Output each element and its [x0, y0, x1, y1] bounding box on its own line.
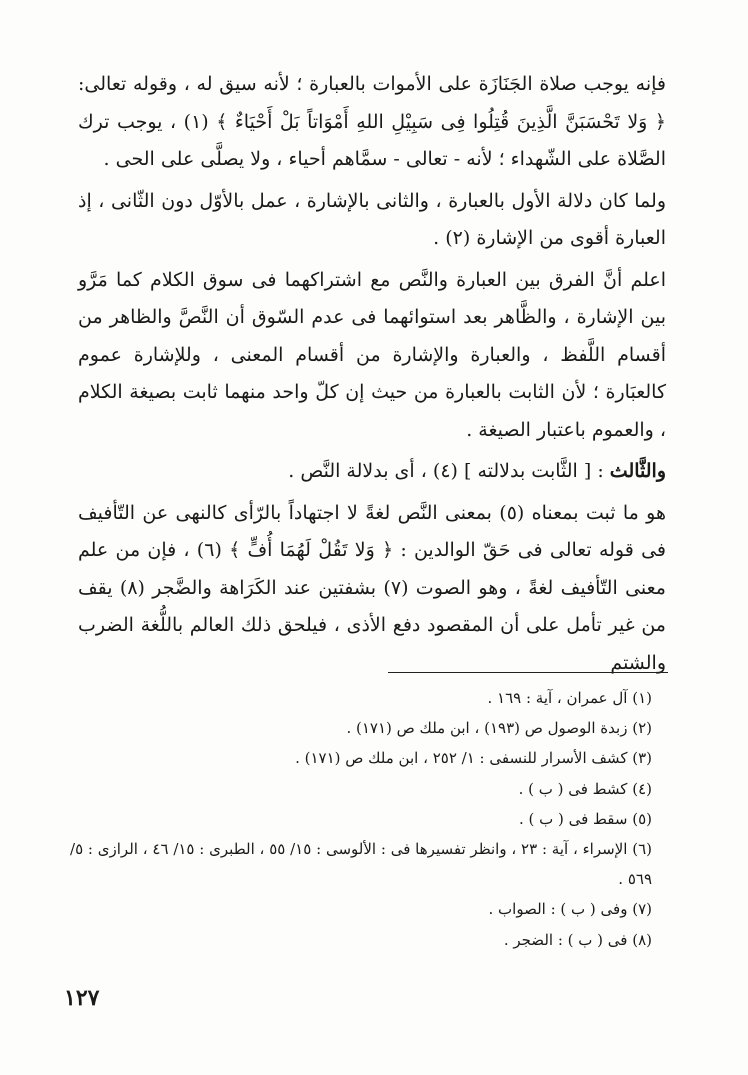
footnote-3: (٣) كشف الأسرار للنسفى : ١/ ٢٥٢ ، ابن ملك ص (١٧١) . [295, 749, 652, 768]
section-lead: والثَّالث [609, 460, 666, 482]
paragraph-2: ولما كان دلالة الأول بالعبارة ، والثانى بالإشارة ، عمل بالأوّل دون الثّانى ، إذ العبارة أقوى من الإشارة (٢) . [78, 189, 666, 249]
footnote-2: (٢) زبدة الوصول ص (١٩٣) ، ابن ملك ص (١٧١) . [346, 719, 652, 738]
footnote-7: (٧) وفى ( ب ) : الصواب . [488, 900, 652, 919]
footnote-8: (٨) فى ( ب ) : الضجر . [503, 930, 652, 949]
paragraph-5: هو ما ثبت بمعناه (٥) بمعنى النَّص لغةً لا اجتهاداً بالرّأى كالنهى عن التّأفيف فى قوله تعالى فى حَقّ الوالدين : ﴿ وَلا تَقُلْ لَهُمَا أُفٍّ ﴾ (٦) ، فإن من علم معنى التّأفيف لغةً ، وهو الصوت (٧) بشفتين عند الكَرَاهة والضَّجر (٨) يقف من غير تأمل على أن المقصود دفع الأذى ، فيلحق ذلك العالم باللُّغة الضرب والشتم [78, 501, 666, 674]
paragraph-4 [78, 453, 666, 491]
footnote-separator [388, 672, 668, 673]
footnote-4: (٤) كشط فى ( ب ) . [518, 779, 652, 798]
footnote-1: (١) آل عمران ، آية : ١٦٩ . [487, 689, 652, 707]
main-text [78, 66, 666, 686]
paragraph-4-text: : [ الثَّابت بدلالته ] (٤) ، أى بدلالة النَّص . [288, 460, 604, 482]
footnotes [70, 683, 670, 955]
paragraph-3: اعلم أنَّ الفرق بين العبارة والنَّص مع اشتراكهما فى سوق الكلام كما مَرَّو بين الإشارة ، والظَّاهر بعد استوائهما فى عدم السّوق أن النَّصَّ والظاهر من أقسام اللَّفظ ، والعبارة والإشارة من أقسام المعنى ، وللإشارة عموم كالعبَارة ؛ لأن الثابت بالعبارة من حيث إن كلّ واحد منهما ثابت بصيغة الكلام ، والعموم باعتبار الصيغة . [78, 268, 666, 441]
paragraph-1: فإنه يوجب صلاة الجَنَازَة على الأموات بالعبارة ؛ لأنه سيق له ، وقوله تعالى: ﴿ وَلا تَحْسَبَنَّ الَّذِينَ قُتِلُوا فِى سَبِيْلِ اللهِ أَمْوَاتاً بَلْ أَحْيَاءٌ ﴾ (١) ، يوجب ترك الصَّلاة على الشّهداء ؛ لأنه - تعالى - سمَّاهم أحياء ، ولا يصلَّى على الحى . [78, 73, 666, 170]
footnote-6: (٦) الإسراء ، آية : ٢٣ ، وانظر تفسيرها فى : الألوسى : ١٥/ ٥٥ ، الطبرى : ١٥/ ٤٦ ، الرازى : ٥/ ٥٦٩ . [70, 840, 652, 889]
page-number: ١٢٧ [64, 985, 100, 1011]
footnote-5: (٥) سقط فى ( ب ) . [518, 809, 652, 828]
